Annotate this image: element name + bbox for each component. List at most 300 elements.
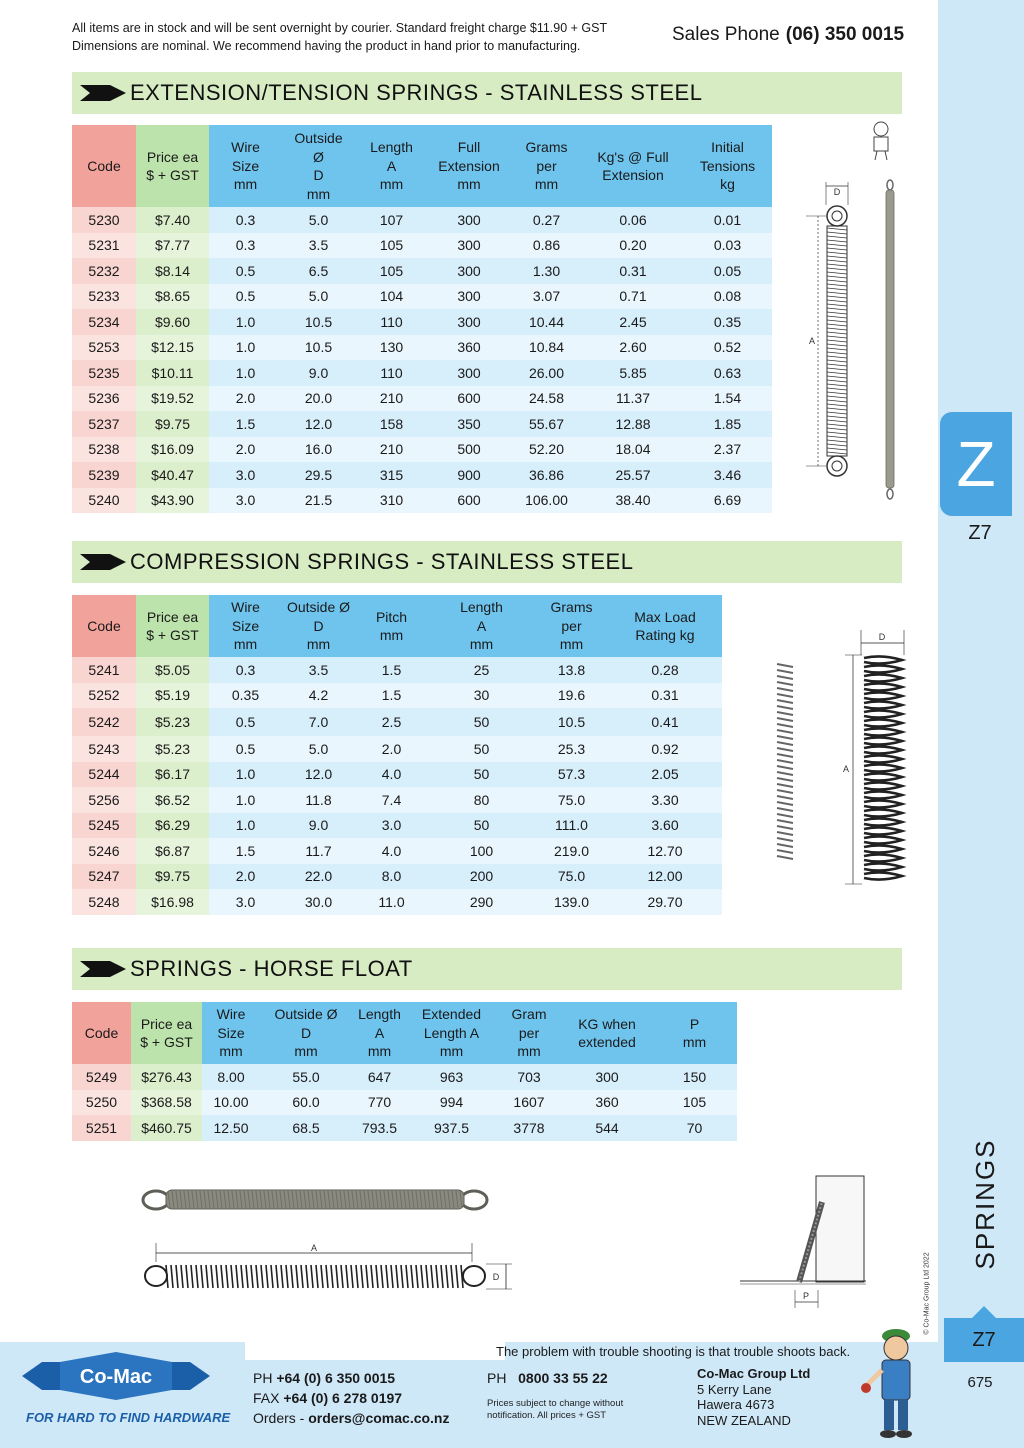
table-cell: 80 xyxy=(428,787,535,813)
table-cell: 210 xyxy=(355,386,428,412)
table-cell: 5.0 xyxy=(282,207,355,233)
table-cell: 1.0 xyxy=(209,360,282,386)
coil-stroke xyxy=(186,1265,188,1288)
coil-stroke xyxy=(777,736,793,739)
coil-stroke xyxy=(206,1265,208,1288)
coil-stroke xyxy=(271,1265,273,1288)
table-cell: 25.3 xyxy=(535,736,608,762)
product-code-cell: 5246 xyxy=(72,838,136,864)
coil-stroke xyxy=(827,332,847,334)
sales-phone-number[interactable]: (06) 350 0015 xyxy=(785,24,905,45)
table-cell: 5.85 xyxy=(583,360,683,386)
table-cell: 9.0 xyxy=(282,360,355,386)
coil-stroke xyxy=(864,755,902,762)
table-cell: 12.00 xyxy=(608,864,722,890)
coil-stroke xyxy=(827,276,847,278)
table-cell: 0.35 xyxy=(209,683,282,709)
table-cell: 75.0 xyxy=(535,864,608,890)
coil-stroke xyxy=(827,356,847,358)
table-cell: 3.0 xyxy=(209,462,282,488)
stock-note-line1: All items are in stock and will be sent overnight by courier. Standard freight charge $11.90 + GST xyxy=(72,21,608,35)
coil-stroke xyxy=(336,1265,338,1288)
contact-block-freephone xyxy=(487,1368,608,1388)
coil-stroke xyxy=(864,656,902,663)
coil-stroke xyxy=(827,428,847,430)
table-cell: 11.8 xyxy=(282,787,355,813)
table-cell: $6.29 xyxy=(136,813,209,839)
table-cell: 0.28 xyxy=(608,657,722,683)
table-cell: $9.75 xyxy=(136,864,209,890)
coil-stroke xyxy=(864,701,902,708)
table-cell: 11.7 xyxy=(282,838,355,864)
orders-line: Orders - orders@comac.co.nz xyxy=(253,1410,450,1426)
table-cell: 0.06 xyxy=(583,207,683,233)
table-cell: 24.58 xyxy=(510,386,583,412)
table-cell: 100 xyxy=(428,838,535,864)
table-cell: 900 xyxy=(428,462,510,488)
section-title-horse: SPRINGS - HORSE FLOAT xyxy=(130,956,413,981)
coil-stroke xyxy=(171,1265,173,1288)
freephone-number[interactable]: 0800 33 55 22 xyxy=(518,1370,608,1386)
coil-stroke xyxy=(827,248,847,250)
table-cell: 3.0 xyxy=(355,813,428,839)
product-code-cell: 5253 xyxy=(72,335,136,361)
product-code-cell: 5231 xyxy=(72,233,136,259)
table-cell: 3.07 xyxy=(510,284,583,310)
coil-stroke xyxy=(366,1265,368,1288)
table-cell: 300 xyxy=(562,1064,652,1090)
coil-stroke xyxy=(827,440,847,442)
table-cell: 310 xyxy=(355,488,428,514)
prices-note: Prices subject to change without notification. All prices + GST xyxy=(487,1398,624,1421)
table-cell: 9.0 xyxy=(282,813,355,839)
table-cell: 1.5 xyxy=(209,838,282,864)
coil-stroke xyxy=(827,328,847,330)
coil-stroke xyxy=(827,408,847,410)
coil-stroke xyxy=(256,1265,258,1288)
coil-stroke xyxy=(777,790,793,793)
table-cell: 107 xyxy=(355,207,428,233)
coil-stroke xyxy=(864,872,902,879)
logo-slogan: FOR HARD TO FIND HARDWARE xyxy=(26,1410,231,1425)
coil-stroke xyxy=(864,836,902,843)
table-cell: 0.35 xyxy=(683,309,772,335)
table-cell: 3.60 xyxy=(608,813,722,839)
coil-stroke xyxy=(276,1265,278,1288)
dimension-label-d: D xyxy=(833,187,841,197)
table-cell: 13.8 xyxy=(535,657,608,683)
table-cell: 38.40 xyxy=(583,488,683,514)
coil-stroke xyxy=(326,1265,328,1288)
table-cell: 1607 xyxy=(496,1090,562,1116)
section-letter-tab: Z xyxy=(940,412,1012,516)
table-cell: 770 xyxy=(352,1090,407,1116)
table-cell: 0.3 xyxy=(209,657,282,683)
table-cell: 0.41 xyxy=(608,708,722,736)
table-cell: 2.0 xyxy=(209,437,282,463)
product-code-cell: 5238 xyxy=(72,437,136,463)
table-cell: 0.5 xyxy=(209,736,282,762)
coil-stroke xyxy=(216,1265,218,1288)
table-cell: $19.52 xyxy=(136,386,209,412)
coil-stroke xyxy=(864,719,902,726)
coil-stroke xyxy=(827,380,847,382)
table-cell: 16.0 xyxy=(282,437,355,463)
table-cell: 55.0 xyxy=(260,1064,352,1090)
table-cell: 300 xyxy=(428,284,510,310)
table-cell: 1.54 xyxy=(683,386,772,412)
table-cell: 21.5 xyxy=(282,488,355,514)
coil-stroke xyxy=(827,360,847,362)
coil-stroke xyxy=(381,1265,383,1288)
table-cell: $5.05 xyxy=(136,657,209,683)
coil-stroke xyxy=(864,845,902,852)
coil-stroke xyxy=(266,1265,268,1288)
column-header: Outside Ø D mm xyxy=(260,1002,352,1064)
coil-stroke xyxy=(261,1265,263,1288)
table-cell: 75.0 xyxy=(535,787,608,813)
coil-stroke xyxy=(864,737,902,744)
product-code-cell: 5241 xyxy=(72,657,136,683)
table-cell: 11.37 xyxy=(583,386,683,412)
extension-spring-photo xyxy=(886,180,894,499)
table-cell: $16.98 xyxy=(136,889,209,915)
table-cell: 12.50 xyxy=(202,1115,260,1141)
address-line2: Hawera 4673 xyxy=(697,1397,775,1412)
coil-stroke xyxy=(777,664,793,667)
coil-stroke xyxy=(221,1265,223,1288)
column-header: Outside Ø D mm xyxy=(282,595,355,657)
coil-stroke xyxy=(446,1265,448,1288)
mascot-small-icon xyxy=(874,122,888,160)
coil-stroke xyxy=(391,1265,393,1288)
coil-stroke xyxy=(166,1265,168,1288)
table-cell: 20.0 xyxy=(282,386,355,412)
column-header: Wire Size mm xyxy=(209,125,282,207)
table-cell: 500 xyxy=(428,437,510,463)
coil-stroke xyxy=(827,340,847,342)
column-header: KG when extended xyxy=(562,1002,652,1064)
coil-stroke xyxy=(827,292,847,294)
table-cell: 30.0 xyxy=(282,889,355,915)
coil-stroke xyxy=(777,760,793,763)
table-cell: 2.0 xyxy=(209,864,282,890)
table-cell: 30 xyxy=(428,683,535,709)
product-code-cell: 5232 xyxy=(72,258,136,284)
table-cell: $6.87 xyxy=(136,838,209,864)
table-cell: 60.0 xyxy=(260,1090,352,1116)
section-title-extension: EXTENSION/TENSION SPRINGS - STAINLESS STEEL xyxy=(130,80,703,105)
column-header: Wire Size mm xyxy=(209,595,282,657)
column-header: Grams per mm xyxy=(535,595,608,657)
table-cell: $10.11 xyxy=(136,360,209,386)
phone-line: PH +64 (0) 6 350 0015 xyxy=(253,1370,396,1386)
table-cell: 3778 xyxy=(496,1115,562,1141)
coil-stroke xyxy=(827,392,847,394)
table-cell: 0.71 xyxy=(583,284,683,310)
product-code-cell: 5256 xyxy=(72,787,136,813)
coil-stroke xyxy=(777,778,793,781)
table-cell: 19.6 xyxy=(535,683,608,709)
coil-stroke xyxy=(827,452,847,454)
coil-stroke xyxy=(827,444,847,446)
coil-stroke xyxy=(827,336,847,338)
coil-stroke xyxy=(827,288,847,290)
coil-stroke xyxy=(864,809,902,816)
table-cell: 3.5 xyxy=(282,657,355,683)
table-cell: 4.0 xyxy=(355,762,428,788)
coil-stroke xyxy=(827,312,847,314)
coil-stroke xyxy=(864,863,902,870)
table-cell: 300 xyxy=(428,258,510,284)
compression-spring-diagram xyxy=(842,630,904,884)
coil-stroke xyxy=(341,1265,343,1288)
table-cell: 3.0 xyxy=(209,889,282,915)
table-cell: $43.90 xyxy=(136,488,209,514)
table-cell: 4.2 xyxy=(282,683,355,709)
table-cell: 36.86 xyxy=(510,462,583,488)
table-cell: 360 xyxy=(562,1090,652,1116)
coil-stroke xyxy=(436,1265,438,1288)
column-header: Code xyxy=(72,595,136,657)
table-cell: $5.23 xyxy=(136,708,209,736)
coil-stroke xyxy=(827,260,847,262)
coil-stroke xyxy=(777,754,793,757)
coil-stroke xyxy=(827,268,847,270)
product-code-cell: 5230 xyxy=(72,207,136,233)
coil-stroke xyxy=(777,712,793,715)
address-line3: NEW ZEALAND xyxy=(697,1412,791,1428)
table-cell: 10.5 xyxy=(282,335,355,361)
table-cell: 1.85 xyxy=(683,411,772,437)
column-header: Kg's @ Full Extension xyxy=(583,125,683,207)
table-cell: 1.30 xyxy=(510,258,583,284)
product-code-cell: 5233 xyxy=(72,284,136,310)
column-header: Initial Tensions kg xyxy=(683,125,772,207)
orders-email[interactable]: orders@comac.co.nz xyxy=(308,1410,450,1426)
column-header: Extended Length A mm xyxy=(407,1002,496,1064)
table-cell: 6.69 xyxy=(683,488,772,514)
table-cell: 360 xyxy=(428,335,510,361)
coil-stroke xyxy=(311,1265,313,1288)
address-line1: 5 Kerry Lane xyxy=(697,1381,772,1397)
table-cell: 50 xyxy=(428,736,535,762)
column-header: Grams per mm xyxy=(510,125,583,207)
table-cell: 11.0 xyxy=(355,889,428,915)
table-cell: $368.58 xyxy=(131,1090,202,1116)
table-cell: 0.92 xyxy=(608,736,722,762)
table-cell: 7.0 xyxy=(282,708,355,736)
product-code-cell: 5247 xyxy=(72,864,136,890)
coil-stroke xyxy=(361,1265,363,1288)
table-cell: 0.3 xyxy=(209,233,282,259)
horse-float-spring-photo xyxy=(143,1190,487,1209)
category-label: SPRINGS xyxy=(970,1138,1000,1270)
dimension-label-a: A xyxy=(310,1243,318,1253)
coil-stroke xyxy=(827,256,847,258)
coil-stroke xyxy=(827,404,847,406)
table-cell: 300 xyxy=(428,309,510,335)
coil-stroke xyxy=(827,232,847,234)
column-header: Gram per mm xyxy=(496,1002,562,1064)
column-header: P mm xyxy=(652,1002,737,1064)
coil-stroke xyxy=(827,388,847,390)
table-cell: $16.09 xyxy=(136,437,209,463)
table-cell: 647 xyxy=(352,1064,407,1090)
coil-stroke xyxy=(827,448,847,450)
table-cell: 2.0 xyxy=(355,736,428,762)
table-cell: 50 xyxy=(428,762,535,788)
table-cell: 1.0 xyxy=(209,762,282,788)
table-cell: $7.40 xyxy=(136,207,209,233)
table-cell: 0.31 xyxy=(608,683,722,709)
coil-stroke xyxy=(777,730,793,733)
coil-stroke xyxy=(827,284,847,286)
table-cell: 5.0 xyxy=(282,736,355,762)
coil-stroke xyxy=(777,808,793,811)
coil-stroke xyxy=(777,850,793,853)
float-door-diagram xyxy=(740,1176,866,1308)
table-cell: 25.57 xyxy=(583,462,683,488)
table-cell: 12.0 xyxy=(282,762,355,788)
column-header: Pitch mm xyxy=(355,595,428,657)
coil-stroke xyxy=(864,728,902,735)
coil-stroke xyxy=(827,364,847,366)
table-cell: 2.45 xyxy=(583,309,683,335)
coil-stroke xyxy=(777,676,793,679)
coil-stroke xyxy=(827,384,847,386)
coil-stroke xyxy=(346,1265,348,1288)
coil-stroke xyxy=(196,1265,198,1288)
table-cell: 544 xyxy=(562,1115,652,1141)
column-header: Outside Ø D mm xyxy=(282,125,355,207)
coil-stroke xyxy=(246,1265,248,1288)
coil-stroke xyxy=(827,372,847,374)
table-cell: 29.5 xyxy=(282,462,355,488)
table-cell: 2.0 xyxy=(209,386,282,412)
coil-stroke xyxy=(396,1265,398,1288)
coil-stroke xyxy=(291,1265,293,1288)
coil-stroke xyxy=(827,296,847,298)
table-cell: 3.30 xyxy=(608,787,722,813)
coil-stroke xyxy=(864,827,902,834)
dimension-label-d: D xyxy=(878,632,886,642)
footer-tagline: The problem with trouble shooting is that trouble shoots back. xyxy=(496,1344,851,1359)
coil-stroke xyxy=(386,1265,388,1288)
table-cell: 0.5 xyxy=(209,708,282,736)
table-cell: 12.70 xyxy=(608,838,722,864)
coil-stroke xyxy=(827,416,847,418)
coil-stroke xyxy=(296,1265,298,1288)
dimension-label-d: D xyxy=(492,1272,500,1282)
coil-stroke xyxy=(864,710,902,717)
phone-number[interactable]: +64 (0) 6 350 0015 xyxy=(276,1370,396,1386)
coil-stroke xyxy=(777,820,793,823)
product-code-cell: 5249 xyxy=(72,1064,131,1090)
coil-stroke xyxy=(827,304,847,306)
table-cell: 0.5 xyxy=(209,258,282,284)
coil-stroke xyxy=(421,1265,423,1288)
compression-spring-photo xyxy=(777,664,793,859)
coil-stroke xyxy=(777,700,793,703)
company-address xyxy=(697,1366,810,1428)
table-cell: 7.4 xyxy=(355,787,428,813)
coil-stroke xyxy=(864,791,902,798)
table-cell: 1.5 xyxy=(355,657,428,683)
table-cell: 0.3 xyxy=(209,207,282,233)
table-cell: 300 xyxy=(428,360,510,386)
table-cell: 10.5 xyxy=(282,309,355,335)
coil-stroke xyxy=(331,1265,333,1288)
coil-stroke xyxy=(827,436,847,438)
coil-stroke xyxy=(231,1265,233,1288)
table-cell: $6.52 xyxy=(136,787,209,813)
dimension-label-a: A xyxy=(842,764,850,774)
table-cell: $460.75 xyxy=(131,1115,202,1141)
product-code-cell: 5250 xyxy=(72,1090,131,1116)
coil-stroke xyxy=(777,742,793,745)
table-cell: 219.0 xyxy=(535,838,608,864)
contact-block-main xyxy=(253,1368,450,1428)
product-code-cell: 5240 xyxy=(72,488,136,514)
coil-stroke xyxy=(827,300,847,302)
coil-stroke xyxy=(827,244,847,246)
coil-stroke xyxy=(777,772,793,775)
product-code-cell: 5236 xyxy=(72,386,136,412)
coil-stroke xyxy=(431,1265,433,1288)
coil-stroke xyxy=(777,838,793,841)
column-header: Max Load Rating kg xyxy=(608,595,722,657)
table-cell: 1.0 xyxy=(209,813,282,839)
coil-stroke xyxy=(201,1265,203,1288)
coil-stroke xyxy=(827,252,847,254)
coil-stroke xyxy=(441,1265,443,1288)
table-cell: $9.60 xyxy=(136,309,209,335)
column-header: Code xyxy=(72,125,136,207)
table-cell: 1.0 xyxy=(209,309,282,335)
column-header: Length A mm xyxy=(352,1002,407,1064)
product-code-cell: 5234 xyxy=(72,309,136,335)
coil-stroke xyxy=(777,814,793,817)
table-cell: 200 xyxy=(428,864,535,890)
coil-stroke xyxy=(864,665,902,672)
table-cell: $5.19 xyxy=(136,683,209,709)
coil-stroke xyxy=(827,376,847,378)
coil-stroke xyxy=(827,324,847,326)
section-code-bottom: Z7 xyxy=(944,1318,1024,1362)
freephone-label: PH xyxy=(487,1370,507,1386)
table-cell: 290 xyxy=(428,889,535,915)
coil-stroke xyxy=(864,764,902,771)
column-header: Length A mm xyxy=(428,595,535,657)
coil-stroke xyxy=(864,773,902,780)
table-cell: 0.63 xyxy=(683,360,772,386)
coil-stroke xyxy=(351,1265,353,1288)
table-cell: 10.84 xyxy=(510,335,583,361)
table-cell: 50 xyxy=(428,708,535,736)
coil-stroke xyxy=(777,724,793,727)
coil-stroke xyxy=(827,316,847,318)
coil-stroke xyxy=(827,368,847,370)
table-cell: 937.5 xyxy=(407,1115,496,1141)
coil-stroke xyxy=(827,228,847,230)
coil-stroke xyxy=(301,1265,303,1288)
table-cell: 2.5 xyxy=(355,708,428,736)
coil-stroke xyxy=(456,1265,458,1288)
table-cell: $6.17 xyxy=(136,762,209,788)
coil-stroke xyxy=(777,688,793,691)
coil-stroke xyxy=(236,1265,238,1288)
